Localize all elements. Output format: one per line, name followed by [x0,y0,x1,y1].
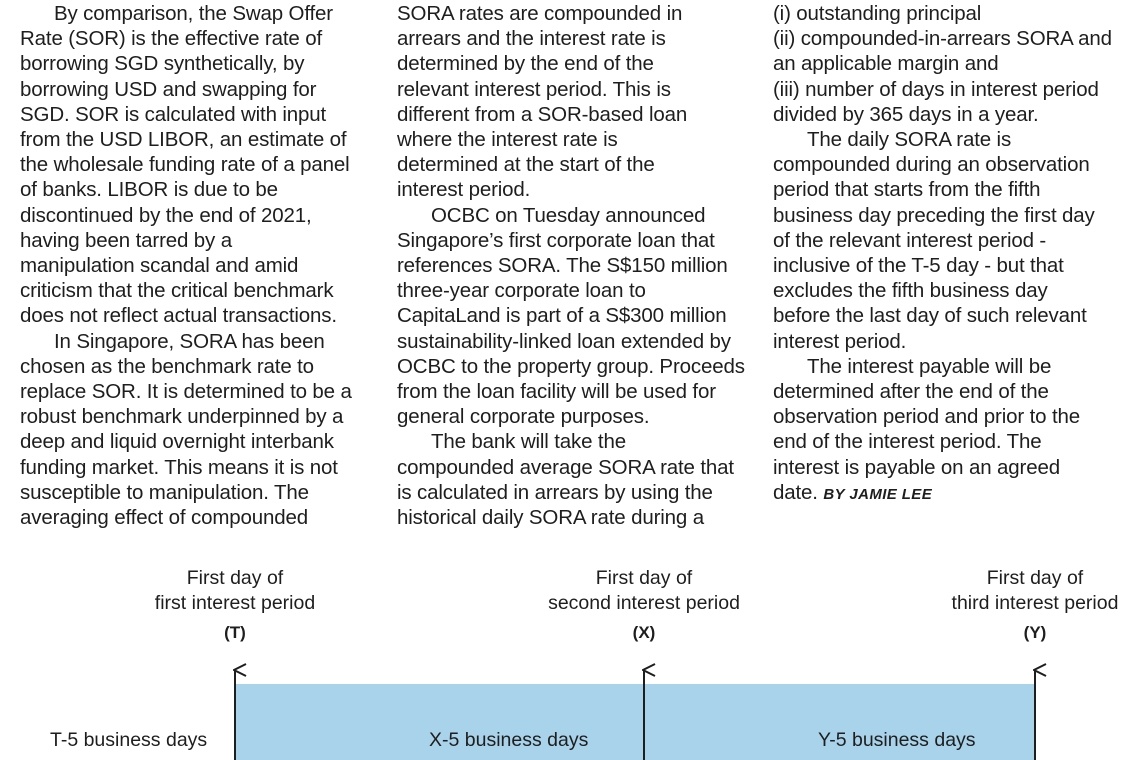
marker-symbol: (T) [224,623,246,642]
text-line: inclusive of the T-5 day - but that [773,254,1064,278]
text-line: averaging effect of compounded [20,506,309,530]
text-line: different from a SOR-based loan [397,102,688,126]
text-line: divided by 365 days in a year. [773,102,1039,126]
marker-label-line1: First day of [595,567,693,589]
text-line: replace SOR. It is determined to be a [20,380,352,404]
text-line: susceptible to manipulation. The [20,480,309,504]
text-line: manipulation scandal and amid [20,254,299,278]
text-line: OCBC on Tuesday announced [431,203,706,227]
marker-label-t [125,566,345,645]
text-line: SGD. SOR is calculated with input [20,102,327,126]
text-line: the wholesale funding rate of a panel [20,153,350,177]
text-line: determined by the end of the [397,52,654,76]
text-line: robust benchmark underpinned by a [20,405,344,429]
text-line: an applicable margin and [773,52,999,76]
text-line: excludes the fifth business day [773,279,1048,303]
text-line: business day preceding the first day [773,203,1095,227]
text-line: compounded average SORA rate that [397,455,734,479]
text-line: observation period and prior to the [773,405,1081,429]
text-line: end of the interest period. The [773,430,1042,454]
text-line: interest period. [397,178,531,202]
text-line: sustainability-linked loan extended by [397,329,731,353]
text-line: does not reflect actual transactions. [20,304,337,328]
text-line: where the interest rate is [397,128,618,152]
text-line: (ii) compounded-in-arrears SORA and [773,27,1112,51]
text-line: from the loan facility will be used for [397,380,716,404]
text-line: period that starts from the fifth [773,178,1041,202]
text-line: interest is payable on an agreed [773,455,1060,479]
text-line: (i) outstanding principal [773,2,982,25]
text-line: Rate (SOR) is the effective rate of [20,27,322,51]
text-line: from the USD LIBOR, an estimate of [20,128,347,152]
text-line: determined after the end of the [773,380,1049,404]
text-line: OCBC to the property group. Proceeds [397,354,745,378]
marker-label-y [930,566,1140,645]
text-line: (iii) number of days in interest period [773,77,1099,101]
text-line: SORA rates are compounded in [397,2,683,25]
marker-label-line2: third interest period [951,592,1119,614]
byline: BY JAMIE LEE [823,485,933,503]
text-line: determined at the start of the [397,153,655,177]
marker-symbol: (Y) [1023,623,1047,642]
marker-label-line2: second interest period [548,592,740,614]
bottom-label-t: T-5 business days [50,729,208,751]
text-line: The interest payable will be [807,354,1052,378]
text-line: discontinued by the end of 2021, [20,203,312,227]
bottom-label-x: X-5 business days [429,729,589,751]
marker-label-line2: first interest period [154,592,316,614]
text-line: The daily SORA rate is [807,128,1012,152]
text-line: By comparison, the Swap Offer [54,2,333,25]
text-line: before the last day of such relevant [773,304,1087,328]
text-line: The bank will take the [431,430,626,454]
text-line: of the relevant interest period - [773,228,1047,252]
text-line: three-year corporate loan to [397,279,646,303]
text-line: date. [773,480,818,504]
text-line: arrears and the interest rate is [397,27,666,51]
text-line: Singapore’s first corporate loan that [397,228,715,252]
text-line: compounded during an observation [773,153,1090,177]
text-line: CapitaLand is part of a S$300 million [397,304,727,328]
bottom-label-y: Y-5 business days [818,729,976,751]
text-line: having been tarred by a [20,228,232,252]
text-line: In Singapore, SORA has been [54,329,325,353]
marker-label-line1: First day of [986,567,1084,589]
text-line: relevant interest period. This is [397,77,671,101]
marker-label-x [524,566,764,645]
text-line: is calculated in arrears by using the [397,480,713,504]
text-line: general corporate purposes. [397,405,650,429]
text-line: funding market. This means it is not [20,455,338,479]
text-line: borrowing SGD synthetically, by [20,52,305,76]
text-line: chosen as the benchmark rate to [20,354,314,378]
text-line: historical daily SORA rate during a [397,506,704,530]
text-line: criticism that the critical benchmark [20,279,334,303]
text-line: of banks. LIBOR is due to be [20,178,278,202]
text-line: interest period. [773,329,907,353]
marker-label-line1: First day of [186,567,284,589]
text-line: references SORA. The S$150 million [397,254,728,278]
marker-symbol: (X) [632,623,656,642]
text-line: deep and liquid overnight interbank [20,430,334,454]
text-line: borrowing USD and swapping for [20,77,317,101]
